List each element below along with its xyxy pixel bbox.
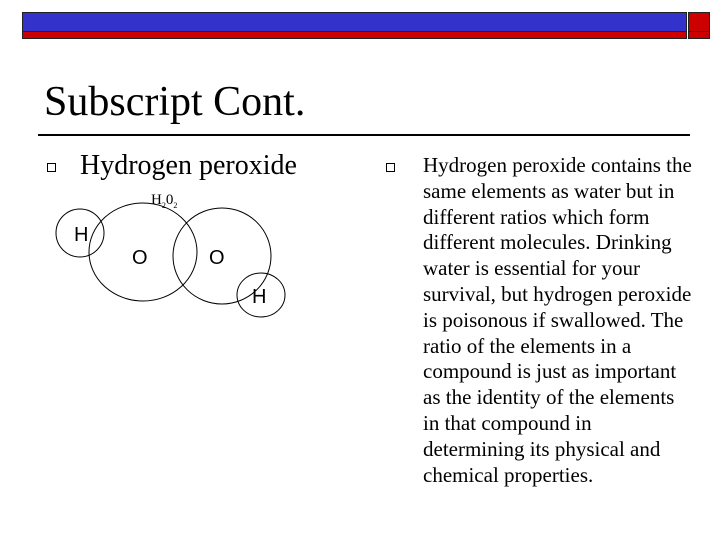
formula-o: 0 xyxy=(165,192,174,208)
atom-label-o1: O xyxy=(132,247,148,269)
slide-title: Subscript Cont. xyxy=(44,79,306,125)
atom-label-o2: O xyxy=(209,247,225,269)
formula-h: H xyxy=(151,192,162,208)
atom-label-h1: H xyxy=(74,224,89,246)
formula-h-subscript: 2 xyxy=(161,201,166,210)
square-bullet-icon xyxy=(386,163,395,172)
atom-label-h2: H xyxy=(252,286,267,308)
right-bullet-text: Hydrogen peroxide contains the same elements as water but in different ratios which form different molecules. Drinking water is essential for your survival, but hydrogen peroxide is poisonous if swallowed. The ratio of the elements in a compound is just as important as the identity of the elements in that compound in determining its physical and chemical properties. xyxy=(423,153,692,487)
formula-o-subscript: 2 xyxy=(173,201,178,210)
left-bullet-text: Hydrogen peroxide xyxy=(80,150,297,181)
